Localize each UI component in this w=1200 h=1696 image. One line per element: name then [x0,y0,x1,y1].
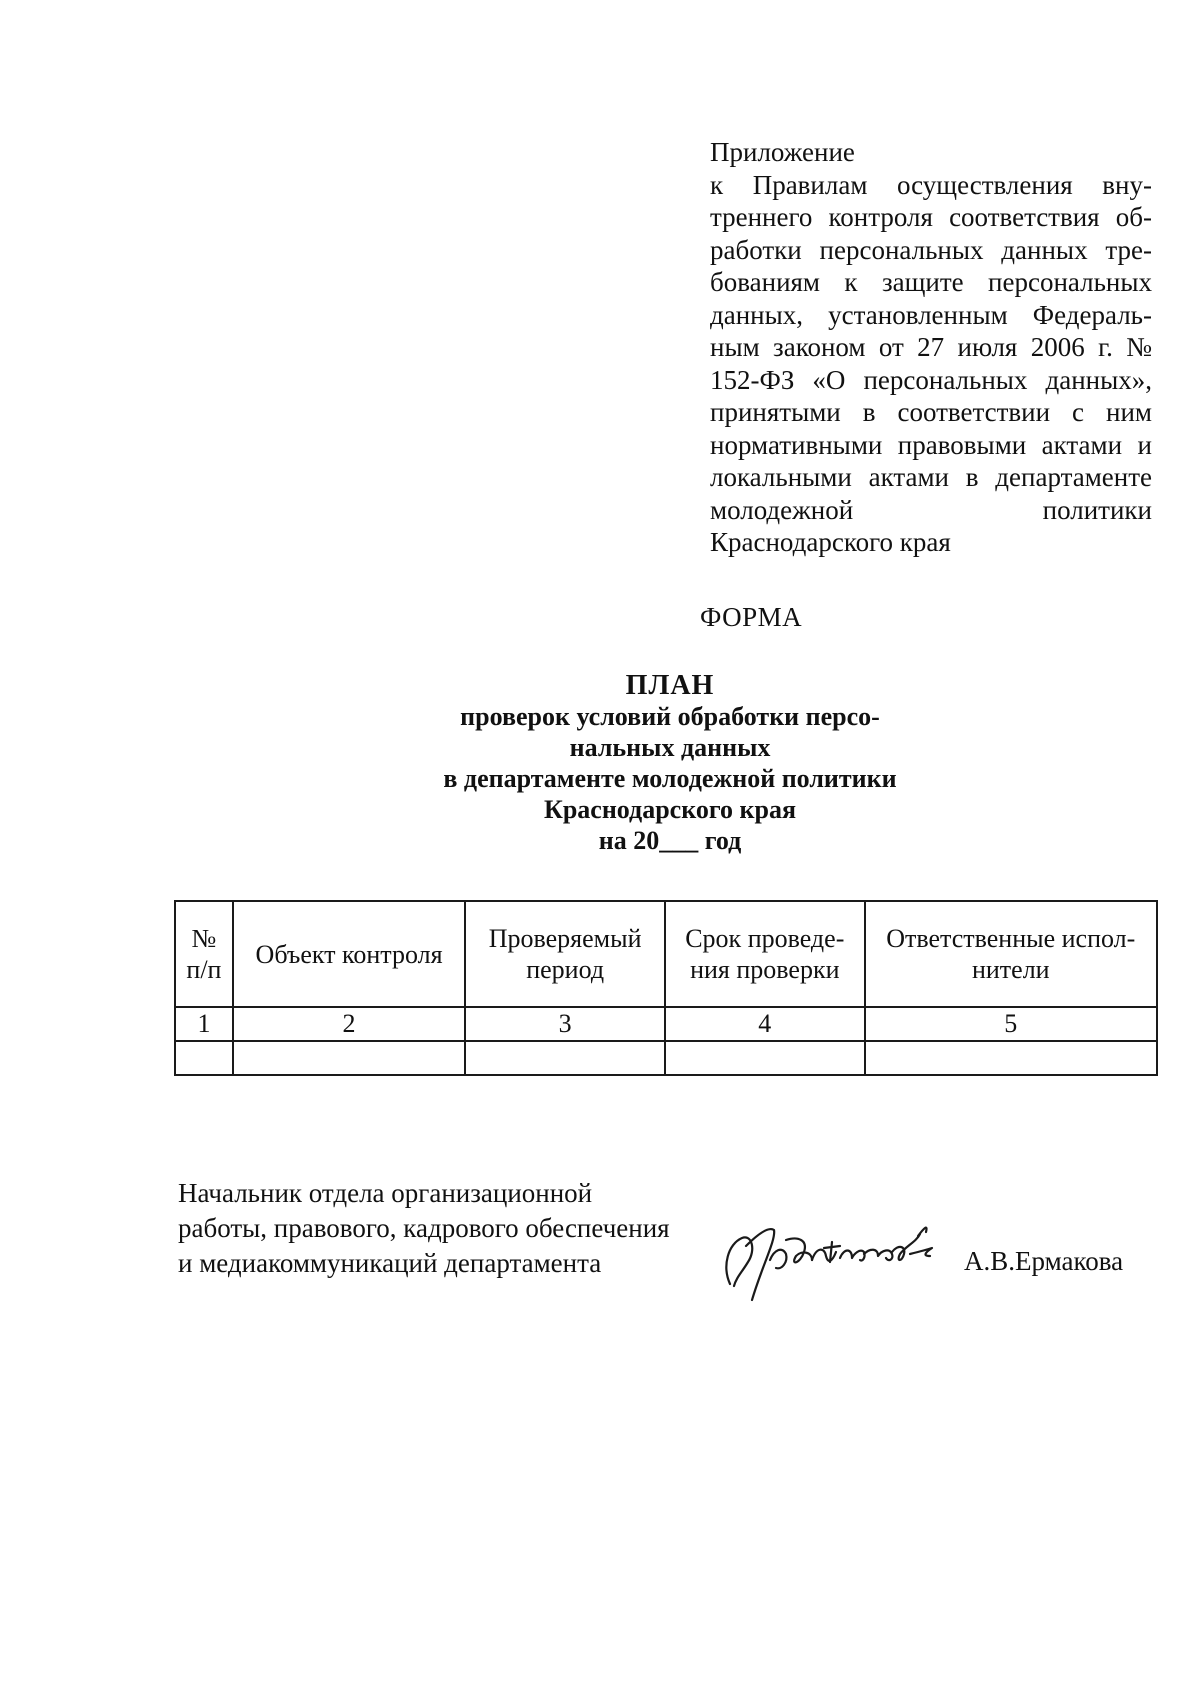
plan-table [174,900,1158,1076]
header-control-object: Объект контроля [233,901,465,1007]
header-responsible: Ответственные исполнители [865,901,1157,1007]
signer-position [178,1176,670,1281]
signer-position-line-1: Начальник отдела организационной [178,1178,593,1208]
appendix-body: к Правилам осуществления внутреннего контроля соответствия обработки персональных данных требованиям к защите персональных данных, установленным Федеральным законом от 27 июля 2006 г. № 152-ФЗ «О персональных данных», принятыми в соответствии с ним нормативными правовыми актами и локальными актами в департаменте молодежной политики Краснодарского края [710,169,1152,557]
plan-subtitle-line-1: проверок условий обработки персо- [460,702,880,731]
signer-position-line-3: и медиакоммуникаций департамента [178,1248,602,1278]
table-row-column-numbers [175,1007,1157,1041]
table-cell: 4 [665,1007,865,1041]
table-row-empty [175,1041,1157,1075]
table-cell [665,1041,865,1075]
table-cell [465,1041,665,1075]
appendix-block [710,136,1152,559]
plan-title: ПЛАН [625,670,715,701]
table-cell [175,1041,233,1075]
signer-position-line-2: работы, правового, кадрового обеспечения [178,1213,670,1243]
plan-subtitle-line-4: Краснодарского края [543,795,797,824]
plan-subtitle-line-2: нальных данных [569,733,771,762]
plan-heading [380,670,960,856]
header-number: № п/п [175,901,233,1007]
plan-subtitle-line-3: в департаменте молодежной политики [443,764,897,793]
appendix-title: Приложение [710,137,855,167]
plan-year-line: на 20___ год [598,826,742,855]
table-cell: 1 [175,1007,233,1041]
table-cell [865,1041,1157,1075]
signer-name: А.В.Ермакова [964,1246,1124,1276]
header-check-deadline: Срок проведения проверки [665,901,865,1007]
table-cell [233,1041,465,1075]
table-cell: 5 [865,1007,1157,1041]
header-checked-period: Проверяемый период [465,901,665,1007]
table-cell: 3 [465,1007,665,1041]
table-header-row [175,901,1157,1007]
form-label: ФОРМА [700,602,803,632]
handwritten-signature [712,1196,962,1308]
table-cell: 2 [233,1007,465,1041]
